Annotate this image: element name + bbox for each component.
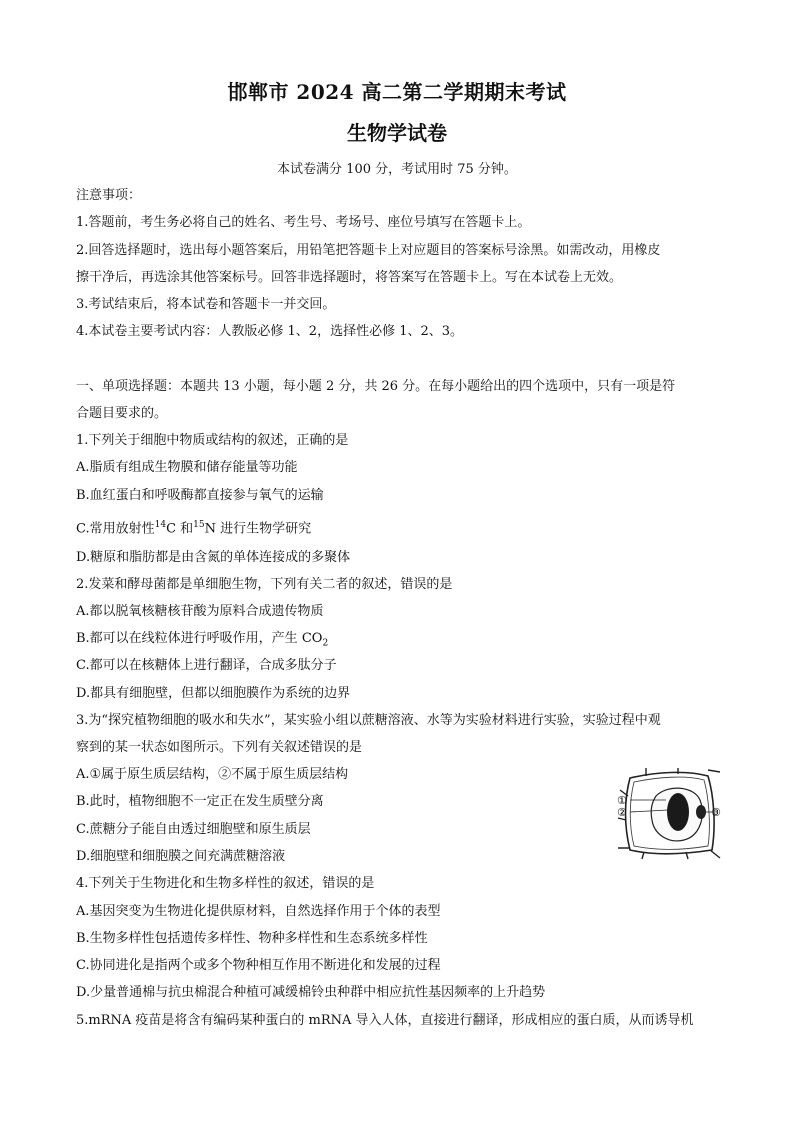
q5-stem: 5.mRNA 疫苗是将含有编码某种蛋白的 mRNA 导入人体，直接进行翻译，形成相应的蛋白质，从而诱导机 (76, 1013, 694, 1028)
q2-b-text: B.都可以在线粒体进行呼吸作用，产生 CO (76, 631, 323, 646)
note-2-line-1: 2.回答选择题时，选出每小题答案后，用铅笔把答题卡上对应题目的答案标号涂黑。如需改动，用橡皮 (76, 243, 661, 258)
q4-option-b: B.生物多样性包括遗传多样性、物种多样性和生态系统多样性 (76, 931, 428, 946)
nucleus (696, 805, 706, 819)
note-4: 4.本试卷主要考试内容：人教版必修 1、2，选择性必修 1、2、3。 (76, 324, 464, 339)
q4-stem: 4.下列关于生物进化和生物多样性的叙述，错误的是 (76, 876, 375, 891)
figure-label-1: ① (617, 794, 627, 807)
figure-label-2: ② (617, 806, 627, 819)
q4-option-d: D.少量普通棉与抗虫棉混合种植可减缓棉铃虫种群中相应抗性基因频率的上升趋势 (76, 985, 546, 1000)
q3-option-b: B.此时，植物细胞不一定正在发生质壁分离 (76, 794, 324, 809)
figure-label-3: ③ (711, 806, 721, 819)
notes-heading: 注意事项： (76, 188, 142, 203)
note-1: 1.答题前，考生务必将自己的姓名、考生号、考场号、座位号填写在答题卡上。 (76, 215, 531, 230)
q1-option-a: A.脂质有组成生物膜和储存能量等功能 (76, 460, 298, 475)
q1-option-c (76, 516, 721, 538)
q3-stem-line-1: 3.为“探究植物细胞的吸水和失水”，某实验小组以蔗糖溶液、水等为实验材料进行实验，实验过程中观 (76, 713, 661, 728)
section-heading-line-2: 合题目要求的。 (76, 406, 168, 421)
q4-option-a: A.基因突变为生物进化提供原材料，自然选择作用于个体的表型 (76, 904, 441, 919)
plant-cell-figure (616, 766, 722, 860)
q1-c-sup-1: 14 (154, 520, 167, 530)
q1-c-sup-2: 15 (193, 520, 205, 530)
note-3: 3.考试结束后，将本试卷和答题卡一并交回。 (76, 297, 336, 312)
exam-meta: 本试卷满分 100 分，考试用时 75 分钟。 (277, 162, 517, 177)
q2-option-b (76, 629, 721, 654)
q1-stem: 1.下列关于细胞中物质或结构的叙述，正确的是 (76, 433, 349, 448)
q2-b-sub: 2 (322, 638, 329, 649)
q2-option-a: A.都以脱氧核糖核苷酸为原料合成遗传物质 (76, 604, 324, 619)
q1-c-text-1: C.常用放射性 (76, 521, 155, 537)
q1-c-text-3: N 进行生物学研究 (204, 521, 312, 537)
q4-option-c: C.协同进化是指两个或多个物种相互作用不断进化和发展的过程 (76, 958, 441, 973)
q3-option-d: D.细胞壁和细胞膜之间充满蔗糖溶液 (76, 849, 286, 864)
q3-stem-line-2: 察到的某一状态如图所示。下列有关叙述错误的是 (76, 740, 363, 755)
q3-option-a: A.①属于原生质层结构，②不属于原生质层结构 (76, 767, 349, 782)
q2-stem: 2.发菜和酵母菌都是单细胞生物，下列有关二者的叙述，错误的是 (76, 577, 453, 592)
note-2-line-2: 擦干净后，再选涂其他答案标号。回答非选择题时，将答案写在答题卡上。写在本试卷上无效。 (76, 270, 623, 285)
q1-option-d: D.糖原和脂肪都是由含氮的单体连接成的多聚体 (76, 550, 351, 565)
q2-option-c: C.都可以在核糖体上进行翻译，合成多肽分子 (76, 658, 337, 673)
q2-option-d: D.都具有细胞壁，但都以细胞膜作为系统的边界 (76, 686, 351, 701)
exam-subtitle: 生物学试卷 (347, 121, 447, 145)
q1-c-text-2: C 和 (166, 521, 194, 537)
q1-option-b: B.血红蛋白和呼吸酶都直接参与氧气的运输 (76, 488, 324, 503)
exam-title: 邯郸市 2024 高二第二学期期末考试 (227, 80, 567, 104)
section-heading-line-1: 一、单项选择题：本题共 13 小题，每小题 2 分，共 26 分。在每小题给出的四个选项中，只有一项是符 (76, 379, 676, 394)
vacuole (667, 793, 689, 831)
q3-option-c: C.蔗糖分子能自由透过细胞壁和原生质层 (76, 822, 311, 837)
